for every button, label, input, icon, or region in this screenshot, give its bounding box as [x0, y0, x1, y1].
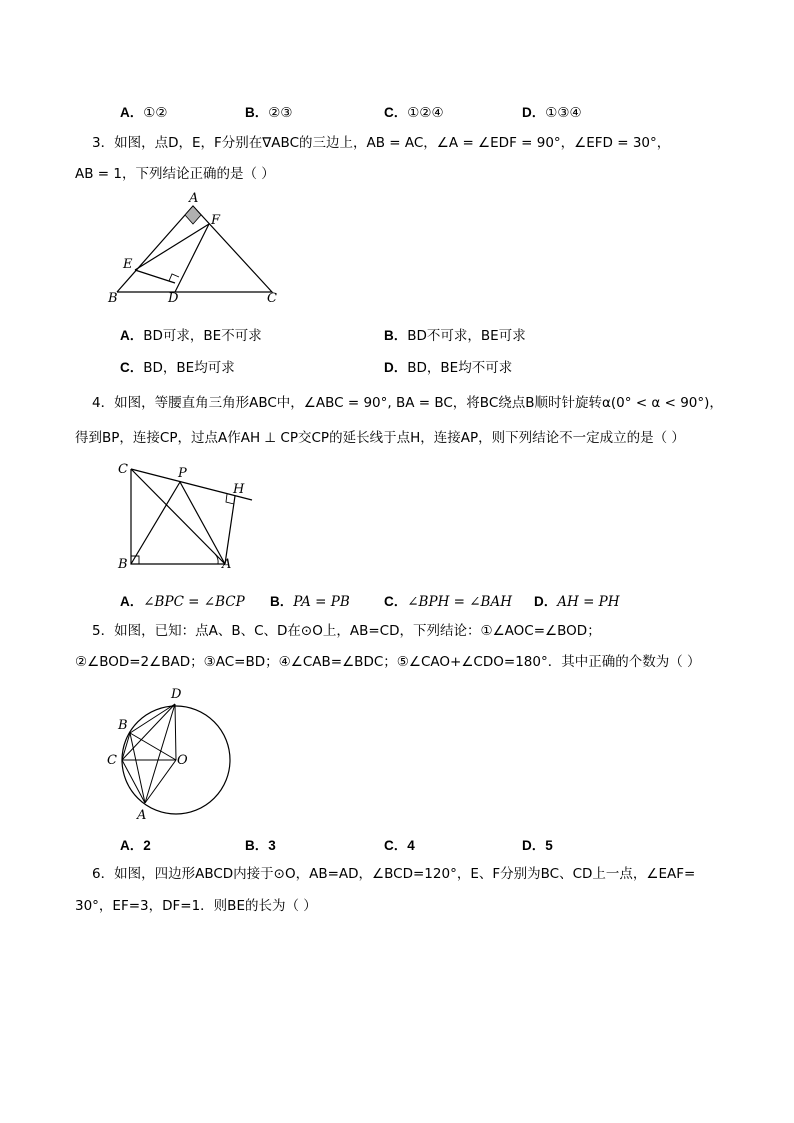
option-key: D．	[522, 838, 546, 853]
option-text: ②③	[268, 105, 293, 121]
q3-label-d: D	[168, 291, 179, 306]
q3-stem-line2: AB = 1，下列结论正确的是（ ）	[75, 166, 275, 182]
q5-label-a: A	[137, 808, 147, 822]
option-key: D．	[534, 594, 558, 609]
option-text: BD，BE均可求	[143, 360, 235, 376]
q5-option-a[interactable]	[120, 834, 151, 854]
q5-option-b[interactable]	[245, 834, 276, 854]
option-text: ①②	[143, 105, 168, 121]
option-text: BD可求，BE不可求	[143, 328, 262, 344]
option-key: A．	[120, 105, 144, 120]
option-text: ①②④	[407, 105, 444, 121]
q4-segment-pa	[180, 482, 225, 564]
q3-right-angle-d	[169, 274, 179, 281]
option-text: AH = PH	[557, 594, 620, 610]
q2-option-d[interactable]	[522, 101, 582, 121]
q5-label-c: C	[107, 753, 117, 768]
option-text: 3	[268, 838, 276, 853]
q2-option-a[interactable]	[120, 101, 167, 121]
option-key: D．	[522, 105, 546, 120]
q3-segment-ed	[135, 270, 175, 283]
q4-option-c[interactable]	[384, 590, 512, 610]
q3-option-d[interactable]	[384, 356, 512, 376]
q2-option-b[interactable]	[245, 101, 292, 121]
q5-segment-da	[145, 704, 175, 803]
option-text: BD不可求，BE可求	[407, 328, 526, 344]
q3-figure	[105, 190, 295, 308]
q5-figure	[104, 684, 234, 822]
q4-option-d[interactable]	[534, 590, 620, 610]
q3-label-e: E	[123, 257, 133, 272]
q4-segment-ca	[131, 469, 225, 564]
q5-segment-db	[130, 704, 175, 733]
option-text: 5	[545, 838, 553, 853]
q5-option-c[interactable]	[384, 834, 415, 854]
option-key: C．	[384, 838, 408, 853]
option-key: B．	[245, 105, 269, 120]
q5-option-d[interactable]	[522, 834, 553, 854]
option-text: PA = PB	[293, 594, 350, 610]
option-text: ∠BPH = ∠BAH	[407, 594, 512, 610]
q3-option-b[interactable]	[384, 324, 526, 344]
option-text: 4	[407, 838, 415, 853]
option-key: B．	[245, 838, 269, 853]
q5-segment-ac	[122, 760, 145, 803]
q5-label-d: D	[171, 687, 182, 702]
q5-segment-bo	[130, 733, 176, 760]
q5-stem-line1: 5．如图，已知：点A、B、C、D在⊙O上，AB=CD，下列结论：①∠AOC=∠BOD；	[92, 623, 601, 639]
option-key: C．	[120, 360, 144, 375]
q3-label-f: F	[211, 213, 221, 228]
q6-stem-line1: 6．如图，四边形ABCD内接于⊙O，AB=AD，∠BCD=120°，E、F分别为BC、CD上一点，∠EAF=	[92, 866, 696, 882]
q4-label-a: A	[222, 557, 232, 572]
option-key: A．	[120, 838, 144, 853]
option-text: 2	[143, 838, 151, 853]
q4-label-p: P	[178, 466, 187, 481]
q5-segment-do	[175, 704, 176, 760]
q3-label-c: C	[267, 291, 277, 306]
q4-label-h: H	[233, 482, 245, 497]
q4-stem-line1: 4．如图，等腰直角三角形ABC中，∠ABC = 90°, BA = BC，将BC绕点B顺时针旋转α(0° < α < 90°)，	[92, 395, 723, 411]
option-key: D．	[384, 360, 408, 375]
q5-stem-line2: ②∠BOD=2∠BAD；③AC=BD；④∠CAB=∠BDC；⑤∠CAO+∠CDO=180°．其中正确的个数为（ ）	[75, 654, 701, 670]
q4-option-a[interactable]	[120, 590, 245, 610]
option-text: ①③④	[545, 105, 582, 121]
q3-stem-line1: 3．如图，点D，E，F分别在∇ABC的三边上，AB = AC，∠A = ∠EDF = 90°，∠EFD = 30°，	[92, 135, 671, 151]
q3-label-b: B	[108, 291, 118, 306]
q3-option-c[interactable]	[120, 356, 235, 376]
q6-stem-line2: 30°，EF=3，DF=1．则BE的长为（ ）	[75, 898, 317, 914]
option-key: A．	[120, 594, 144, 609]
q5-segment-ao	[145, 760, 176, 803]
option-text: ∠BPC = ∠BCP	[143, 594, 245, 610]
q3-label-a: A	[189, 191, 199, 206]
option-key: B．	[384, 328, 408, 343]
q3-option-a[interactable]	[120, 324, 262, 344]
q4-angle-mark-a	[215, 554, 218, 564]
q4-option-b[interactable]	[270, 590, 350, 610]
option-key: B．	[270, 594, 294, 609]
q4-stem-line2: 得到BP，连接CP，过点A作AH ⊥ CP交CP的延长线于点H，连接AP，则下列结论不一定成立的是（ ）	[75, 430, 685, 446]
option-text: BD，BE均不可求	[407, 360, 513, 376]
option-key: C．	[384, 105, 408, 120]
option-key: C．	[384, 594, 408, 609]
q3-right-angle-a	[185, 206, 201, 224]
q4-figure	[112, 455, 262, 575]
option-key: A．	[120, 328, 144, 343]
q4-label-c: C	[118, 462, 128, 477]
q4-segment-ha	[225, 496, 235, 564]
q5-label-b: B	[118, 718, 128, 733]
q5-label-o: O	[177, 753, 188, 768]
q2-option-c[interactable]	[384, 101, 444, 121]
q4-label-b: B	[118, 557, 128, 572]
